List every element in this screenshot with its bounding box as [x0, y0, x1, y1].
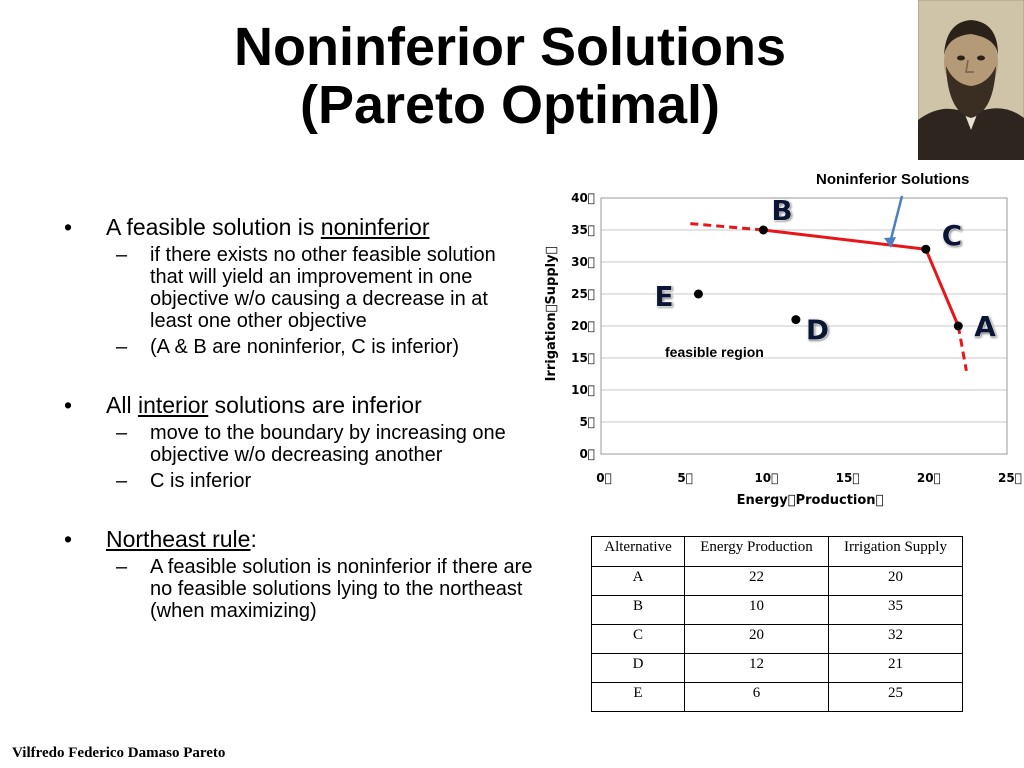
x-tick-label: 15  — [835, 471, 860, 485]
x-tick-label: 25  — [998, 471, 1022, 485]
y-tick-label: 20  — [571, 319, 595, 333]
y-tick-label: 15  — [571, 351, 595, 365]
pareto-portrait — [918, 0, 1024, 160]
bullet-text: : — [250, 526, 257, 552]
point-label-c: C — [941, 219, 963, 253]
title-line-2: (Pareto Optimal) — [299, 75, 721, 135]
bullet-text: solutions are inferior — [208, 392, 422, 418]
column-header: Energy Production — [685, 537, 829, 567]
x-tick-label: 5  — [677, 471, 693, 485]
table-cell: 32 — [829, 625, 963, 654]
table-cell: A — [592, 567, 685, 596]
feasible-region-label: feasible region — [665, 344, 764, 360]
table-cell: C — [592, 625, 685, 654]
footer-caption: Vilfredo Federico Damaso Pareto — [12, 745, 226, 761]
y-tick-label: 30  — [571, 255, 595, 269]
alternatives-table — [591, 536, 963, 712]
frontier-line — [763, 230, 958, 326]
table-row — [592, 625, 963, 654]
slide-title — [110, 18, 910, 134]
table-cell: 20 — [685, 625, 829, 654]
bullet-noninferior — [64, 214, 534, 240]
bullet-text: A feasible solution is — [106, 214, 321, 240]
point-a — [954, 322, 963, 331]
title-line-1: Noninferior Solutions — [234, 17, 786, 77]
table-cell: D — [592, 654, 685, 683]
table-cell: 35 — [829, 596, 963, 625]
point-label-e: E — [654, 280, 674, 313]
x-tick-label: 20  — [916, 471, 941, 485]
bullet-list — [64, 214, 534, 626]
table-cell: 22 — [685, 567, 829, 596]
table-cell: B — [592, 596, 685, 625]
x-tick-label: 10  — [754, 471, 779, 485]
table-row — [592, 596, 963, 625]
table-row — [592, 567, 963, 596]
y-tick-label: 25  — [571, 287, 595, 301]
point-label-a: A — [974, 310, 996, 343]
point-label-d: D — [805, 313, 830, 347]
y-tick-label: 5  — [579, 415, 595, 429]
noninferior-solutions-label: Noninferior Solutions — [816, 171, 970, 188]
y-tick-label: 40  — [571, 191, 595, 205]
y-tick-label: 0  — [579, 447, 595, 461]
table-row — [592, 654, 963, 683]
table-cell: 10 — [685, 596, 829, 625]
sub-bullet: – if there exists no other feasible solution that will yield an improvement in one objective w/o causing a decrease in at least one other objective — [64, 244, 534, 332]
table-cell: 25 — [829, 683, 963, 712]
y-axis-title: Irrigation Supply  — [544, 246, 559, 382]
point-c — [921, 245, 930, 254]
point-e — [694, 290, 703, 299]
table-cell: 21 — [829, 654, 963, 683]
keyword-interior: interior — [137, 392, 209, 418]
sub-bullet: – (A & B are noninferior, C is inferior) — [64, 336, 534, 358]
pareto-chart — [540, 186, 1024, 516]
x-axis-title: Energy Production  — [736, 493, 884, 508]
y-tick-label: 10  — [571, 383, 595, 397]
table-cell: 6 — [685, 683, 829, 712]
frontier-dashed-start — [690, 224, 763, 230]
table-cell: 20 — [829, 567, 963, 596]
x-tick-label: 0  — [596, 471, 612, 485]
keyword-noninferior: noninferior — [320, 214, 430, 240]
point-d — [791, 315, 800, 324]
column-header: Irrigation Supply — [829, 537, 963, 567]
point-label-b: B — [771, 194, 793, 227]
sub-bullet: – A feasible solution is noninferior if there are no feasible solutions lying to the northeast (when maximizing) — [64, 556, 534, 622]
table-header-row — [592, 537, 963, 567]
column-header: Alternative — [592, 537, 685, 567]
table-row — [592, 683, 963, 712]
keyword-northeast-rule: Northeast rule — [106, 526, 251, 552]
table-cell: E — [592, 683, 685, 712]
y-tick-label: 35  — [571, 223, 595, 237]
sub-bullet: – move to the boundary by increasing one objective w/o decreasing another — [64, 422, 534, 466]
sub-bullet: – C is inferior — [64, 470, 534, 492]
point-b — [759, 226, 768, 235]
frontier-dashed-end — [958, 326, 966, 371]
bullet-interior — [64, 392, 534, 418]
annotation-arrow — [890, 196, 902, 243]
table-cell: 12 — [685, 654, 829, 683]
bullet-text: All — [106, 392, 138, 418]
bullet-northeast-rule — [64, 526, 534, 552]
